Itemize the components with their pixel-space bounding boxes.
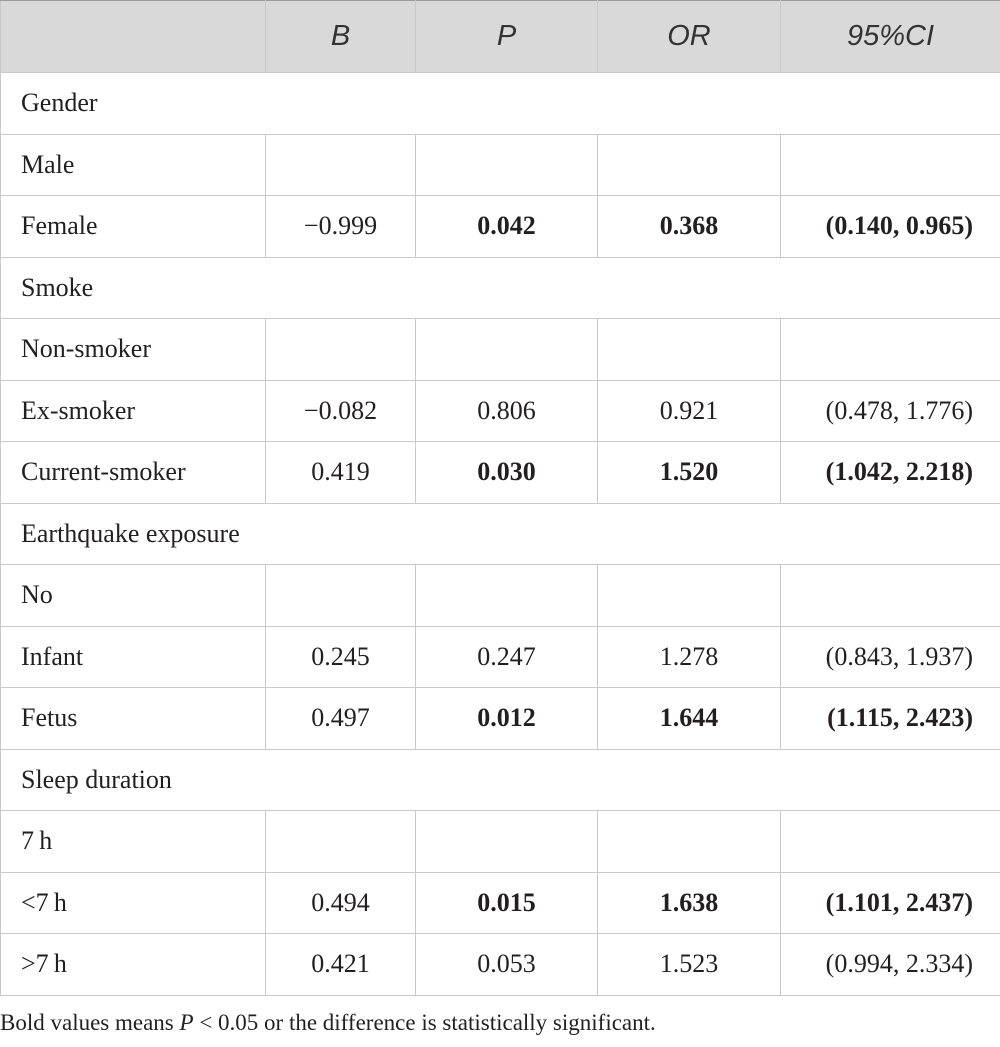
row-label: Male (1, 134, 266, 196)
row-label: >7 h (1, 934, 266, 996)
table-row (1, 196, 1000, 258)
table-row (1, 934, 1000, 996)
table-row (1, 565, 1000, 627)
cell-b: 0.494 (266, 872, 416, 934)
cell-p: 0.015 (416, 872, 598, 934)
cell-or (598, 319, 781, 381)
table-row (1, 872, 1000, 934)
section-row (1, 257, 1000, 319)
footnote-p-symbol: P (179, 1010, 194, 1035)
cell-ci: (1.115, 2.423) (781, 688, 1000, 750)
cell-p (416, 134, 598, 196)
cell-b: −0.999 (266, 196, 416, 258)
table-row (1, 319, 1000, 381)
cell-p (416, 319, 598, 381)
row-label: No (1, 565, 266, 627)
cell-b (266, 565, 416, 627)
cell-ci (781, 565, 1000, 627)
table-footnote (0, 1010, 656, 1036)
cell-or: 0.921 (598, 380, 781, 442)
cell-ci (781, 811, 1000, 873)
cell-ci: (0.994, 2.334) (781, 934, 1000, 996)
table-header (1, 1, 1000, 73)
table-row (1, 626, 1000, 688)
table-row (1, 688, 1000, 750)
table-row (1, 442, 1000, 504)
cell-p: 0.042 (416, 196, 598, 258)
cell-b (266, 134, 416, 196)
row-label: Non-smoker (1, 319, 266, 381)
table-row (1, 380, 1000, 442)
cell-b: 0.497 (266, 688, 416, 750)
section-row (1, 503, 1000, 565)
table-row (1, 811, 1000, 873)
cell-b: 0.421 (266, 934, 416, 996)
section-label: Gender (1, 73, 1000, 135)
cell-or (598, 811, 781, 873)
cell-or: 1.278 (598, 626, 781, 688)
row-label: Current-smoker (1, 442, 266, 504)
cell-ci: (1.101, 2.437) (781, 872, 1000, 934)
cell-or: 1.523 (598, 934, 781, 996)
cell-p: 0.247 (416, 626, 598, 688)
header-blank (1, 1, 266, 73)
table-body (1, 73, 1000, 996)
cell-or: 1.520 (598, 442, 781, 504)
header-ci: 95%CI (781, 1, 1000, 73)
cell-b: 0.419 (266, 442, 416, 504)
cell-p (416, 565, 598, 627)
cell-b: −0.082 (266, 380, 416, 442)
header-or: OR (598, 1, 781, 73)
header-p: P (416, 1, 598, 73)
section-label: Sleep duration (1, 749, 1000, 811)
footnote-text-end: < 0.05 or the difference is statistically significant. (193, 1010, 656, 1035)
cell-ci: (1.042, 2.218) (781, 442, 1000, 504)
section-row (1, 749, 1000, 811)
row-label: Infant (1, 626, 266, 688)
cell-ci: (0.478, 1.776) (781, 380, 1000, 442)
row-label: <7 h (1, 872, 266, 934)
table-row (1, 134, 1000, 196)
cell-p (416, 811, 598, 873)
cell-p: 0.806 (416, 380, 598, 442)
row-label: Ex-smoker (1, 380, 266, 442)
cell-or (598, 134, 781, 196)
header-row (1, 1, 1000, 73)
cell-ci (781, 319, 1000, 381)
section-label: Smoke (1, 257, 1000, 319)
cell-p: 0.053 (416, 934, 598, 996)
header-b: B (266, 1, 416, 73)
cell-ci (781, 134, 1000, 196)
cell-b (266, 319, 416, 381)
cell-or (598, 565, 781, 627)
section-row (1, 73, 1000, 135)
cell-or: 1.644 (598, 688, 781, 750)
row-label: 7 h (1, 811, 266, 873)
section-label: Earthquake exposure (1, 503, 1000, 565)
row-label: Fetus (1, 688, 266, 750)
cell-p: 0.030 (416, 442, 598, 504)
cell-or: 0.368 (598, 196, 781, 258)
footnote-text-start: Bold values means (0, 1010, 180, 1035)
cell-b (266, 811, 416, 873)
cell-or: 1.638 (598, 872, 781, 934)
cell-b: 0.245 (266, 626, 416, 688)
cell-ci: (0.140, 0.965) (781, 196, 1000, 258)
row-label: Female (1, 196, 266, 258)
cell-p: 0.012 (416, 688, 598, 750)
cell-ci: (0.843, 1.937) (781, 626, 1000, 688)
